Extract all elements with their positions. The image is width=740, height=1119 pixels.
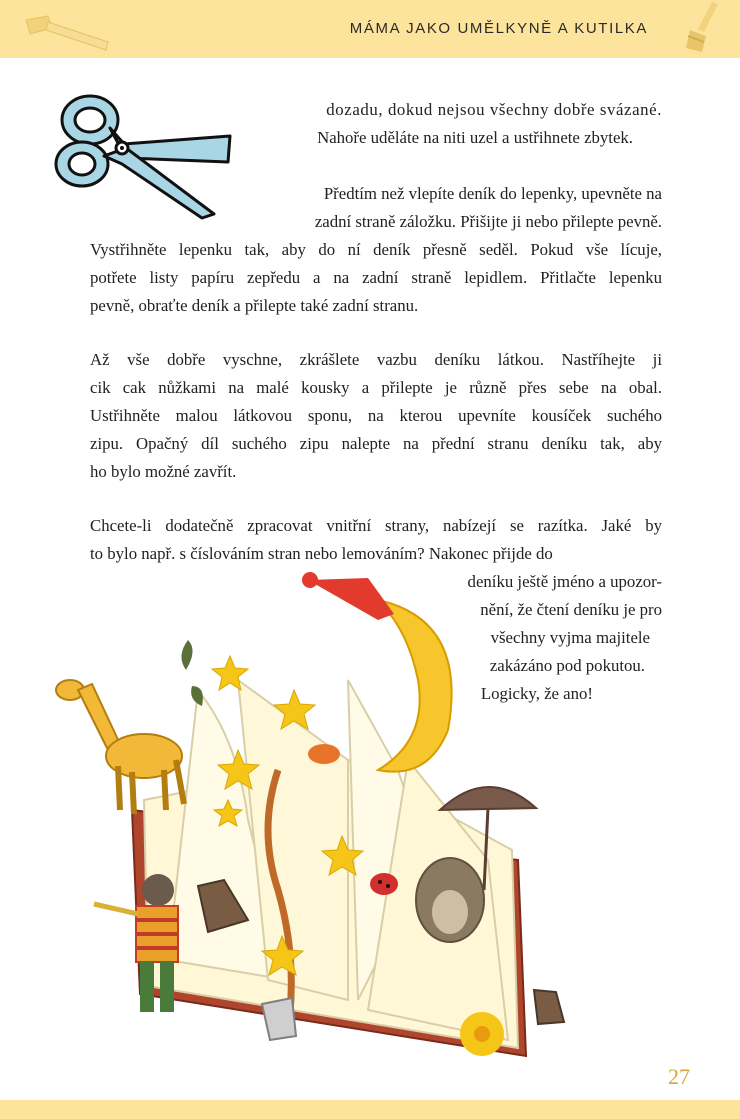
chapter-title: MÁMA JAKO UMĚLKYNĚ A KUTILKA [349,20,648,37]
text-line: Chcete-li dodatečně zpracovat vnitřní strany, nabízejí se razítka. Jaké by [90,516,662,535]
page-number: 27 [668,1064,690,1089]
text-line: Ustřihněte malou látkovou sponu, na kterou upevníte kousíček suchého [90,406,662,425]
scissors-icon [52,86,234,221]
text-line: ho bylo možné zavřít. [90,462,237,481]
text-line: Logicky, že ano! [480,684,593,703]
text-line: to bylo např. s číslováním stran nebo lemováním? Nakonec přijde do [90,544,553,563]
storybook-illustration [48,560,608,1080]
text-line: potřete listy papíru zepředu a na zadní straně lepidlem. Přitlačte lepenku [90,268,662,287]
paintbrush-icon [682,2,722,56]
text-line: zakázáno pod pokutou. [489,656,645,675]
hammer-icon [18,6,118,54]
text-line: nění, že čtení deníku je pro [480,600,662,619]
page-footer-band [0,1100,740,1119]
text-line: cik cak nůžkami na malé kousky a přilepte je různě přes sebe na obal. [90,378,662,397]
text-line: deníku ještě jméno a upozor- [467,572,662,591]
text-line: Vystřihněte lepenku tak, aby do ní deník přesně seděl. Pokud vše lícuje, [90,240,662,259]
text-line: Předtím než vlepíte deník do lepenky, upevněte na [323,184,662,203]
text-line: dozadu, dokud nejsou všechny dobře svázané. [326,100,662,119]
text-line: pevně, obraťte deník a přilepte také zadní stranu. [90,296,419,315]
text-line: všechny vyjma majitele [490,628,650,647]
text-line: zipu. Opačný díl suchého zipu nalepte na přední stranu deníku tak, aby [90,434,662,453]
text-line: Nahoře uděláte na niti uzel a ustřihnete zbytek. [317,128,633,147]
page-header [0,0,740,58]
text-line: Až vše dobře vyschne, zkrášlete vazbu deníku látkou. Nastříhejte ji [90,350,662,369]
text-line: zadní straně záložku. Přišijte ji nebo přilepte pevně. [314,212,662,231]
